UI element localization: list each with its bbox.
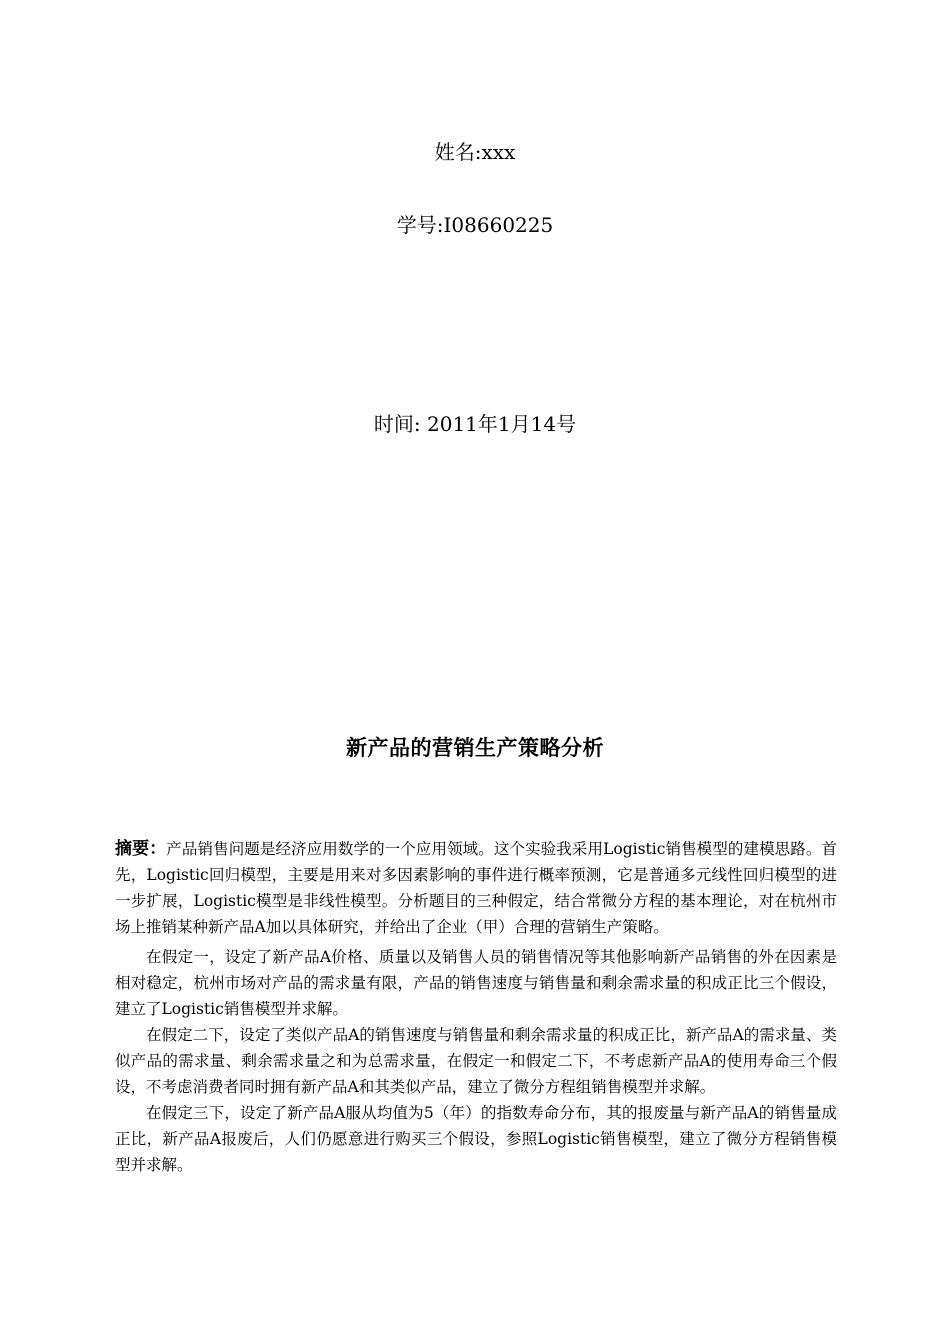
- abstract-label: 摘要：: [115, 839, 167, 859]
- submission-date: 时间: 2011年1月14号: [373, 412, 577, 436]
- author-name: 姓名:xxx: [434, 140, 516, 164]
- abstract-paragraph: 在假定二下，设定了类似产品A的销售速度与销售量和剩余需求量的积成正比，新产品A的需求量、类似产品的需求量、剩余需求量之和为总需求量，在假定一和假定二下，不考虑新产品A的使用寿命三个假设，不考虑消费者同时拥有新产品A和其类似产品，建立了微分方程组销售模型并求解。: [115, 1026, 837, 1096]
- student-id: 学号:I08660225: [396, 213, 554, 237]
- abstract-text: 产品销售问题是经济应用数学的一个应用领域。这个实验我采用Logistic销售模型的建模思路。首先，Logistic回归模型，主要是用来对多因素影响的事件进行概率预测，它是普通多元线性回归模型的进一步扩展，Logistic模型是非线性模型。分析题目的三种假定，结合常微分方程的基本理论，对在杭州市场上推销某种新产品A加以具体研究，并给出了企业（甲）合理的营销生产策略。: [115, 840, 837, 936]
- abstract-paragraph: 在假定三下，设定了新产品A服从均值为5（年）的指数寿命分布，其的报废量与新产品A的销售量成正比，新产品A报废后，人们仍愿意进行购买三个假设，参照Logistic销售模型，建立了微分方程销售模型并求解。: [115, 1104, 837, 1174]
- abstract-paragraph: 在假定一，设定了新产品A价格、质量以及销售人员的销售情况等其他影响新产品销售的外在因素是相对稳定，杭州市场对产品的需求量有限，产品的销售速度与销售量和剩余需求量的积成正比三个假设，建立了Logistic销售模型并求解。: [115, 948, 837, 1018]
- abstract-paragraph: [115, 836, 837, 940]
- paper-title: 新产品的营销生产策略分析: [346, 736, 604, 760]
- abstract-section: [115, 836, 837, 1178]
